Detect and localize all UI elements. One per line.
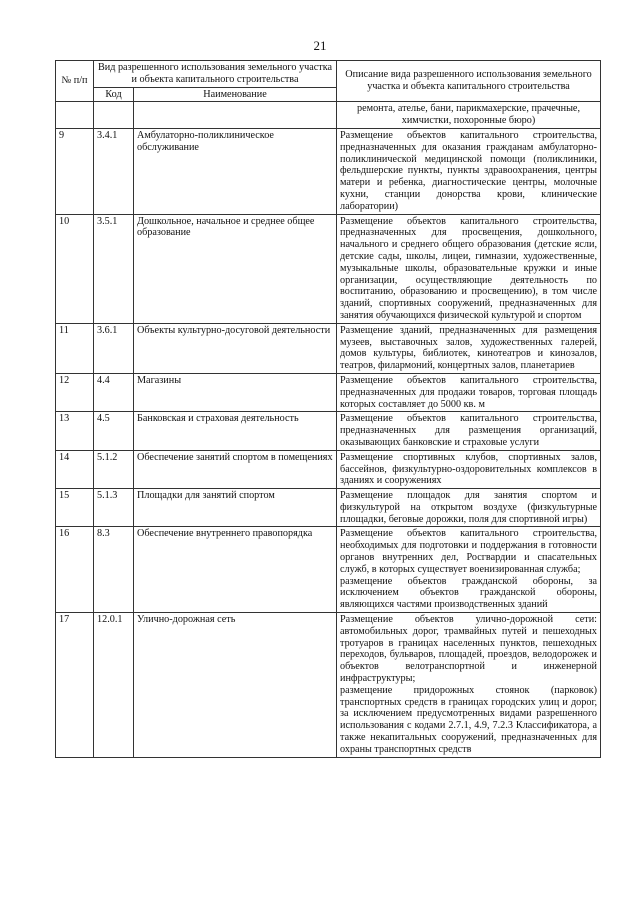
row-description: [337, 527, 601, 613]
row-description: [337, 613, 601, 758]
row-code: 8.3: [94, 527, 134, 613]
row-description: Размещение объектов капитального строительства, предназначенных для оказания гражданам амбулаторно-поликлинической медицинской помощи (поликлиники, фельдшерские пункты, пункты здравоохранения, центры матери и ребенка, диагностические центры, молочные кухни, станции донорства крови, клинические лаборатории): [337, 128, 601, 214]
continuation-text: ремонта, ателье, бани, парикмахерские, прачечные, химчистки, похоронные бюро): [337, 102, 601, 129]
row-number: 13: [56, 412, 94, 450]
header-description: Описание вида разрешенного использования земельного участка и объекта капитального строительства: [337, 61, 601, 102]
row-code: 5.1.3: [94, 489, 134, 527]
table-row: [56, 489, 601, 527]
row-number: 15: [56, 489, 94, 527]
table-row: [56, 527, 601, 613]
row-name: Объекты культурно-досуговой деятельности: [134, 323, 337, 373]
table-row: [56, 323, 601, 373]
row-name: Дошкольное, начальное и среднее общее образование: [134, 214, 337, 323]
page-number: 21: [313, 38, 327, 53]
continuation-empty: [94, 102, 134, 129]
row-description-part: Размещение объектов капитального строительства, необходимых для подготовки и поддержания в готовности органов внутренних дел, Росгвардии и спасательных служб, в которых существует военизированная служба;: [340, 528, 598, 575]
row-description: Размещение зданий, предназначенных для размещения музеев, выставочных залов, художественных галерей, домов культуры, библиотек, кинотеатров и кинозалов, театров, филармоний, концертных залов, планетариев: [337, 323, 601, 373]
header-number: № п/п: [56, 61, 94, 102]
continuation-empty: [134, 102, 337, 129]
row-description: Размещение спортивных клубов, спортивных залов, бассейнов, физкультурно-оздоровительных комплексов в зданиях и сооружениях: [337, 450, 601, 488]
row-code: 3.4.1: [94, 128, 134, 214]
row-code: 3.5.1: [94, 214, 134, 323]
row-description-part: Размещение объектов улично-дорожной сети: автомобильных дорог, трамвайных путей и пешеходных тротуаров в границах населенных пунктов, пешеходных переходов, бульваров, площадей, проездов, велодорожек и объектов велотранспортной и инженерной инфраструктуры;: [340, 614, 598, 685]
row-number: 9: [56, 128, 94, 214]
land-use-table: [55, 60, 601, 758]
row-name: Магазины: [134, 373, 337, 411]
row-name: Площадки для занятий спортом: [134, 489, 337, 527]
row-code: 3.6.1: [94, 323, 134, 373]
row-name: Банковская и страховая деятельность: [134, 412, 337, 450]
row-name: Улично-дорожная сеть: [134, 613, 337, 758]
table-row: [56, 412, 601, 450]
continuation-empty: [56, 102, 94, 129]
table-row: [56, 450, 601, 488]
header-name: Наименование: [134, 87, 337, 102]
table-row: [56, 613, 601, 758]
row-description: Размещение объектов капитального строительства, предназначенных для размещения организаций, оказывающих банковские и страховые услуги: [337, 412, 601, 450]
header-group: Вид разрешенного использования земельного участка и объекта капитального строительства: [94, 61, 337, 88]
row-description: Размещение объектов капитального строительства, предназначенных для просвещения, дошкольного, начального и среднего общего образования (детские ясли, детские сады, школы, лицеи, гимназии, художественные, музыкальные школы, образовательные кружки и иные организации, осуществляющие деятельность по воспитанию, образованию и просвещению), в том числе зданий, спортивных сооружений, предназначенных для занятия обучающихся физической культурой и спортом: [337, 214, 601, 323]
row-name: Обеспечение занятий спортом в помещениях: [134, 450, 337, 488]
row-code: 4.5: [94, 412, 134, 450]
row-description: Размещение площадок для занятия спортом и физкультурой на открытом воздухе (физкультурные площадки, беговые дорожки, поля для спортивной игры): [337, 489, 601, 527]
header-code: Код: [94, 87, 134, 102]
row-name: Обеспечение внутреннего правопорядка: [134, 527, 337, 613]
table-row: [56, 128, 601, 214]
row-number: 16: [56, 527, 94, 613]
row-number: 10: [56, 214, 94, 323]
row-description-part: размещение придорожных стоянок (парковок) транспортных средств в границах городских улиц и дорог, за исключением предусмотренных видами разрешенного использования с кодами 2.7.1, 4.9, 7.2.3 Классификатора, а также некапитальных сооружений, предназначенных для охраны транспортных средств: [340, 684, 598, 755]
row-name: Амбулаторно-поликлиническое обслуживание: [134, 128, 337, 214]
row-code: 12.0.1: [94, 613, 134, 758]
row-description: Размещение объектов капитального строительства, предназначенных для продажи товаров, торговая площадь которых составляет до 5000 кв. м: [337, 373, 601, 411]
continuation-row: [56, 102, 601, 129]
row-number: 17: [56, 613, 94, 758]
row-number: 14: [56, 450, 94, 488]
header-row: [56, 61, 601, 88]
table-row: [56, 214, 601, 323]
row-code: 5.1.2: [94, 450, 134, 488]
row-number: 11: [56, 323, 94, 373]
row-description-part: размещение объектов гражданской обороны, за исключением объектов гражданской обороны, являющихся частями производственных зданий: [340, 575, 598, 611]
row-code: 4.4: [94, 373, 134, 411]
row-number: 12: [56, 373, 94, 411]
table-row: [56, 373, 601, 411]
